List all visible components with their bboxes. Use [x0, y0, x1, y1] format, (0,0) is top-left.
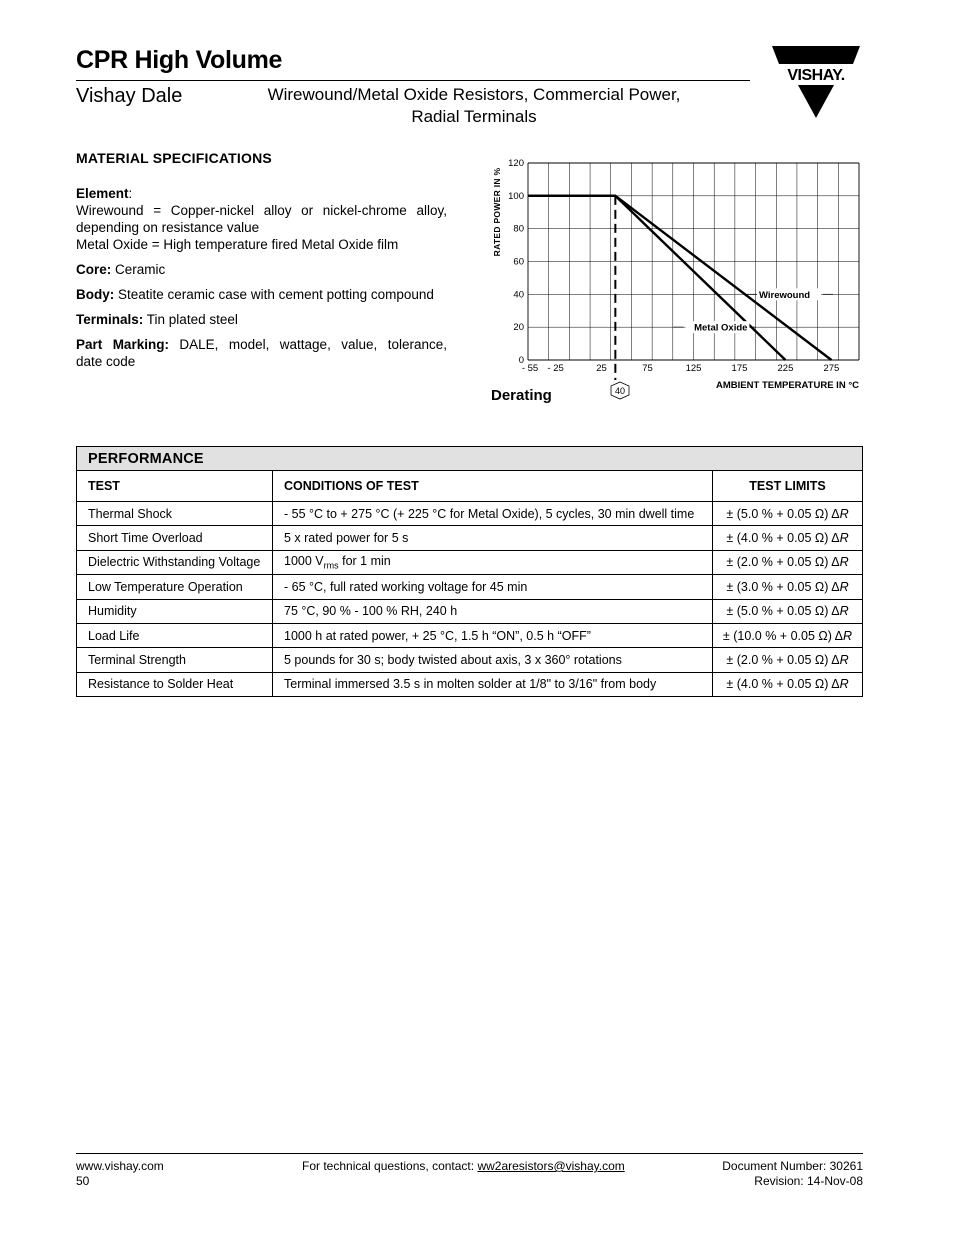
- spec-marking-value: DALE, model, wattage, value, tolerance,: [179, 337, 447, 352]
- chart-x-tick-label: 25: [596, 363, 607, 374]
- table-row: [77, 623, 863, 647]
- logo-triangle: [798, 85, 834, 118]
- chart-x-tick-label: 225: [777, 363, 794, 374]
- spec-body-label: Body:: [76, 287, 115, 302]
- test-name-cell: Humidity: [77, 599, 273, 623]
- table-row: [77, 502, 863, 526]
- series-label-wirewound: Wirewound: [758, 289, 811, 301]
- performance-table: [76, 446, 863, 697]
- footer-right: [663, 1159, 863, 1189]
- footer-contact: [302, 1159, 625, 1174]
- spec-element: Element: Wirewound = Copper-nickel alloy or nickel-chrome alloy, depending on resistance value Metal Oxide = High temperature fired Metal Oxide film: [76, 186, 447, 252]
- test-condition-cell: 1000 h at rated power, + 25 °C, 1.5 h “ON”, 0.5 h “OFF”: [273, 623, 713, 647]
- chart-y-ticks: [508, 158, 524, 366]
- column-header-conditions: CONDITIONS OF TEST: [273, 471, 713, 502]
- chart-x-tick-label: - 55: [521, 363, 539, 374]
- footer-website[interactable]: www.vishay.com: [76, 1159, 164, 1173]
- spec-terminals-label: Terminals:: [76, 312, 144, 327]
- table-row: [77, 672, 863, 696]
- chart-y-axis-label: RATED POWER IN %: [492, 167, 502, 257]
- page-subtitle: [236, 84, 712, 128]
- chart-y-tick-label: 20: [513, 322, 524, 334]
- spec-element-label: Element: [76, 186, 129, 201]
- spec-terminals-value: Tin plated steel: [146, 312, 238, 327]
- test-name-cell: Dielectric Withstanding Voltage: [77, 550, 273, 574]
- footer-contact-text: For technical questions, contact:: [302, 1159, 478, 1173]
- spec-marking: [76, 336, 447, 370]
- spec-core: [76, 261, 447, 278]
- test-condition-cell: - 65 °C, full rated working voltage for 45 min: [273, 575, 713, 599]
- temperature-marker-label: 40: [614, 386, 626, 396]
- chart-y-tick-label: 80: [513, 223, 524, 235]
- test-limit-cell: ± (2.0 % + 0.05 Ω) ΔR: [713, 648, 863, 672]
- test-limit-cell: ± (2.0 % + 0.05 Ω) ΔR: [713, 550, 863, 574]
- performance-table-body: [77, 502, 863, 697]
- chart-y-tick-label: 40: [513, 289, 524, 301]
- test-name-cell: Short Time Overload: [77, 526, 273, 550]
- test-name-cell: Terminal Strength: [77, 648, 273, 672]
- temperature-marker-badge: [611, 382, 629, 399]
- test-condition-cell: 5 pounds for 30 s; body twisted about axis, 3 x 360° rotations: [273, 648, 713, 672]
- chart-x-axis-label: AMBIENT TEMPERATURE IN °C: [716, 380, 859, 391]
- test-name-cell: Load Life: [77, 623, 273, 647]
- test-condition-cell: 1000 $V_{rms}$ for 1 min: [273, 550, 713, 574]
- chart-y-tick-label: 100: [508, 190, 524, 202]
- material-specs-heading: MATERIAL SPECIFICATIONS: [76, 150, 272, 166]
- footer-contact-email-link[interactable]: ww2aresistors@vishay.com: [477, 1159, 625, 1173]
- chart-series-labels: [673, 288, 833, 333]
- test-limit-cell: ± (5.0 % + 0.05 Ω) ΔR: [713, 502, 863, 526]
- performance-heading-row: [77, 447, 863, 471]
- test-limit-cell: ± (4.0 % + 0.05 Ω) ΔR: [713, 526, 863, 550]
- series-label-metal-oxide: Metal Oxide: [694, 322, 748, 334]
- spec-terminals: [76, 311, 447, 328]
- title-divider: [76, 80, 750, 81]
- chart-y-tick-label: 120: [508, 158, 524, 169]
- chart-series-line-metal-oxide: [528, 196, 785, 360]
- logo-top-band: [772, 46, 860, 64]
- page-title: CPR High Volume: [76, 46, 283, 74]
- vishay-logo: [766, 44, 866, 120]
- test-name-cell: Thermal Shock: [77, 502, 273, 526]
- spec-core-value: Ceramic: [115, 262, 166, 277]
- test-condition-cell: - 55 °C to + 275 °C (+ 225 °C for Metal Oxide), 5 cycles, 30 min dwell time: [273, 502, 713, 526]
- table-row: [77, 599, 863, 623]
- chart-series-line-wirewound: [528, 196, 831, 360]
- chart-x-tick-label: - 25: [547, 363, 564, 374]
- chart-y-tick-label: 0: [518, 355, 524, 366]
- chart-x-tick-label: 275: [823, 363, 840, 374]
- spec-element-oxide: Metal Oxide = High temperature fired Metal Oxide film: [76, 237, 399, 252]
- spec-element-wirewound: Wirewound = Copper-nickel alloy or nickel-chrome alloy,: [76, 203, 447, 218]
- test-condition-cell: 75 °C, 90 % - 100 % RH, 240 h: [273, 599, 713, 623]
- spec-element-wirewound-cont: depending on resistance value: [76, 220, 260, 235]
- test-limit-cell: ± (4.0 % + 0.05 Ω) ΔR: [713, 672, 863, 696]
- chart-y-tick-label: 60: [513, 256, 524, 268]
- test-limit-cell: ± (3.0 % + 0.05 Ω) ΔR: [713, 575, 863, 599]
- table-row: [77, 575, 863, 599]
- table-row: [77, 526, 863, 550]
- derating-chart: [484, 152, 874, 412]
- footer-document-number: Document Number: 30261: [722, 1159, 863, 1173]
- test-name-cell: Low Temperature Operation: [77, 575, 273, 599]
- test-condition-cell: Terminal immersed 3.5 s in molten solder at 1/8" to 3/16" from body: [273, 672, 713, 696]
- chart-x-ticks: [522, 363, 840, 374]
- spec-body-value: Steatite ceramic case with cement potting compound: [118, 287, 434, 302]
- material-specs: [76, 185, 447, 378]
- performance-heading: PERFORMANCE: [77, 447, 863, 471]
- test-limit-cell: ± (5.0 % + 0.05 Ω) ΔR: [713, 599, 863, 623]
- footer-divider: [76, 1153, 863, 1154]
- table-row: [77, 648, 863, 672]
- performance-column-header-row: [77, 471, 863, 502]
- chart-series: [528, 196, 831, 380]
- chart-title: Derating: [491, 387, 552, 404]
- brand-name: Vishay Dale: [76, 85, 183, 107]
- spec-core-label: Core:: [76, 262, 112, 277]
- footer-left: [76, 1159, 164, 1189]
- spec-marking-label: Part Marking:: [76, 337, 169, 352]
- table-row: [77, 550, 863, 574]
- subtitle-line-2: Radial Terminals: [411, 107, 537, 126]
- chart-x-tick-label: 175: [731, 363, 748, 374]
- spec-body: [76, 286, 447, 303]
- chart-x-tick-label: 125: [685, 363, 702, 374]
- column-header-test: TEST: [77, 471, 273, 502]
- column-header-limits: TEST LIMITS: [713, 471, 863, 502]
- footer-revision: Revision: 14-Nov-08: [754, 1174, 863, 1188]
- test-limit-cell: ± (10.0 % + 0.05 Ω) ΔR: [713, 623, 863, 647]
- subtitle-line-1: Wirewound/Metal Oxide Resistors, Commercial Power,: [267, 85, 681, 104]
- logo-wordmark: VISHAY.: [787, 67, 845, 84]
- footer-page-number: 50: [76, 1174, 90, 1188]
- spec-marking-value-cont: date code: [76, 354, 136, 369]
- test-condition-cell: 5 x rated power for 5 s: [273, 526, 713, 550]
- test-name-cell: Resistance to Solder Heat: [77, 672, 273, 696]
- chart-x-tick-label: 75: [642, 363, 653, 374]
